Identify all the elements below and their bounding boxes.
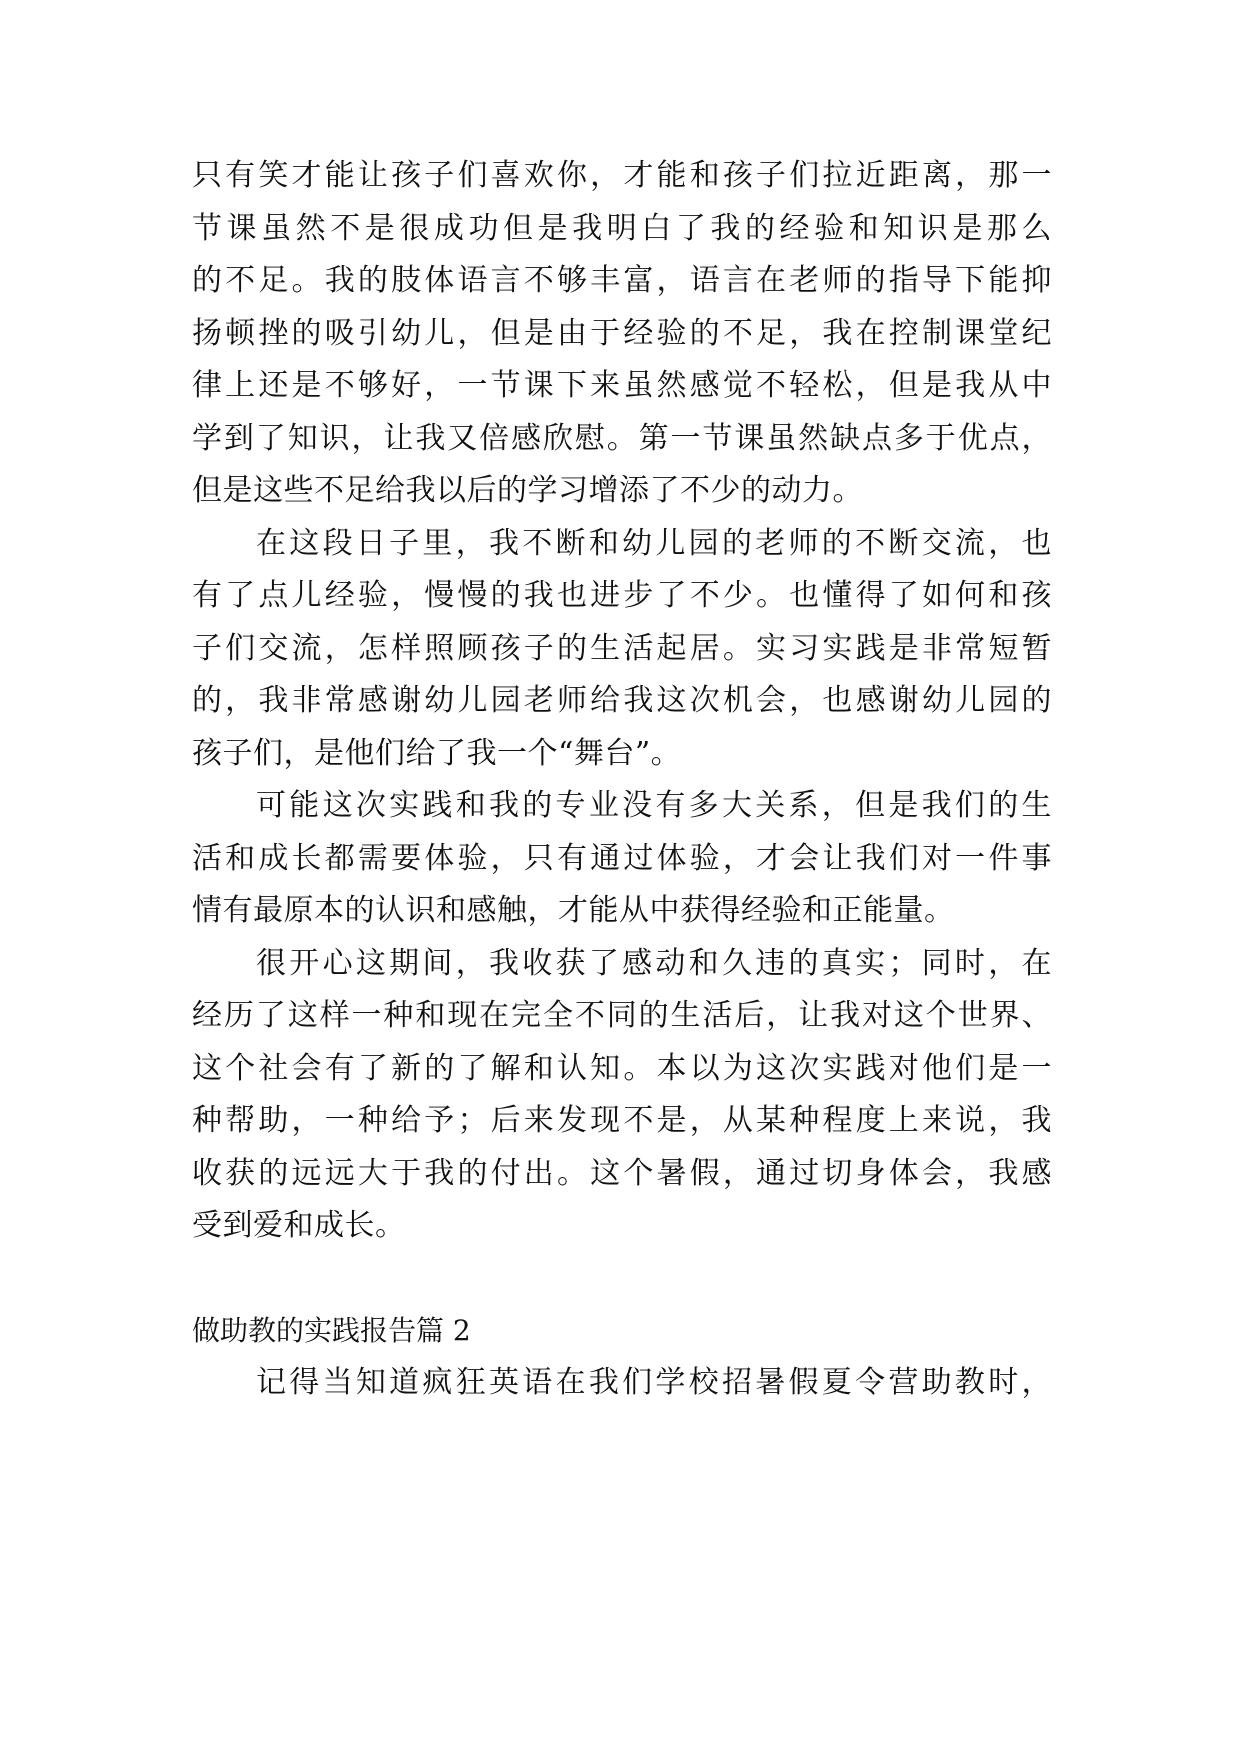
text-line: 的不足。我的肢体语言不够丰富，语言在老师的指导下能抑 [192, 263, 1052, 298]
paragraph-2 [192, 518, 1052, 781]
paragraph-3 [192, 780, 1052, 938]
text-line: 情有最原本的认识和感触，才能从中获得经验和正能量。 [192, 893, 955, 928]
text-line: 活和成长都需要体验，只有通过体验，才会让我们对一件事 [192, 840, 1052, 876]
paragraph-4 [192, 938, 1052, 1253]
section-gap [192, 1253, 1052, 1305]
text-line: 节课虽然不是很成功但是我明白了我的经验和知识是那么 [192, 210, 1052, 246]
text-line: 很开心这期间，我收获了感动和久违的真实；同时，在 [256, 945, 1052, 981]
text-line: 只有笑才能让孩子们喜欢你，才能和孩子们拉近距离，那一 [192, 158, 1052, 193]
text-line: 有了点儿经验，慢慢的我也进步了不少。也懂得了如何和孩 [192, 578, 1052, 613]
paragraph-1 [192, 150, 1052, 518]
paragraph-5 [192, 1357, 1052, 1410]
text-line: 律上还是不够好，一节课下来虽然感觉不轻松，但是我从中 [192, 368, 1052, 403]
text-line: 经历了这样一种和现在完全不同的生活后，让我对这个世界、 [192, 998, 1052, 1033]
text-line: 孩子们，是他们给了我一个“舞台”。 [192, 735, 682, 771]
text-line: 的，我非常感谢幼儿园老师给我这次机会，也感谢幼儿园的 [192, 683, 1052, 718]
text-line: 受到爱和成长。 [192, 1208, 406, 1243]
text-line: 可能这次实践和我的专业没有多大关系，但是我们的生 [256, 788, 1052, 823]
text-line: 但是这些不足给我以后的学习增添了不少的动力。 [192, 473, 863, 508]
text-line: 学到了知识，让我又倍感欣慰。第一节课虽然缺点多于优点， [192, 420, 1052, 456]
text-line: 记得当知道疯狂英语在我们学校招暑假夏令营助教时， [256, 1365, 1052, 1400]
text-line: 种帮助，一种给予；后来发现不是，从某种程度上来说，我 [192, 1103, 1052, 1138]
text-line: 收获的远远大于我的付出。这个暑假，通过切身体会，我感 [192, 1155, 1052, 1191]
text-line: 在这段日子里，我不断和幼儿园的老师的不断交流，也 [256, 525, 1052, 561]
text-line: 扬顿挫的吸引幼儿，但是由于经验的不足，我在控制课堂纪 [192, 315, 1052, 351]
section-heading: 做助教的实践报告篇 2 [192, 1313, 471, 1347]
text-line: 子们交流，怎样照顾孩子的生活起居。实习实践是非常短暂 [192, 630, 1052, 666]
text-line: 这个社会有了新的了解和认知。本以为这次实践对他们是一 [192, 1050, 1052, 1086]
document-body [192, 150, 1052, 1410]
